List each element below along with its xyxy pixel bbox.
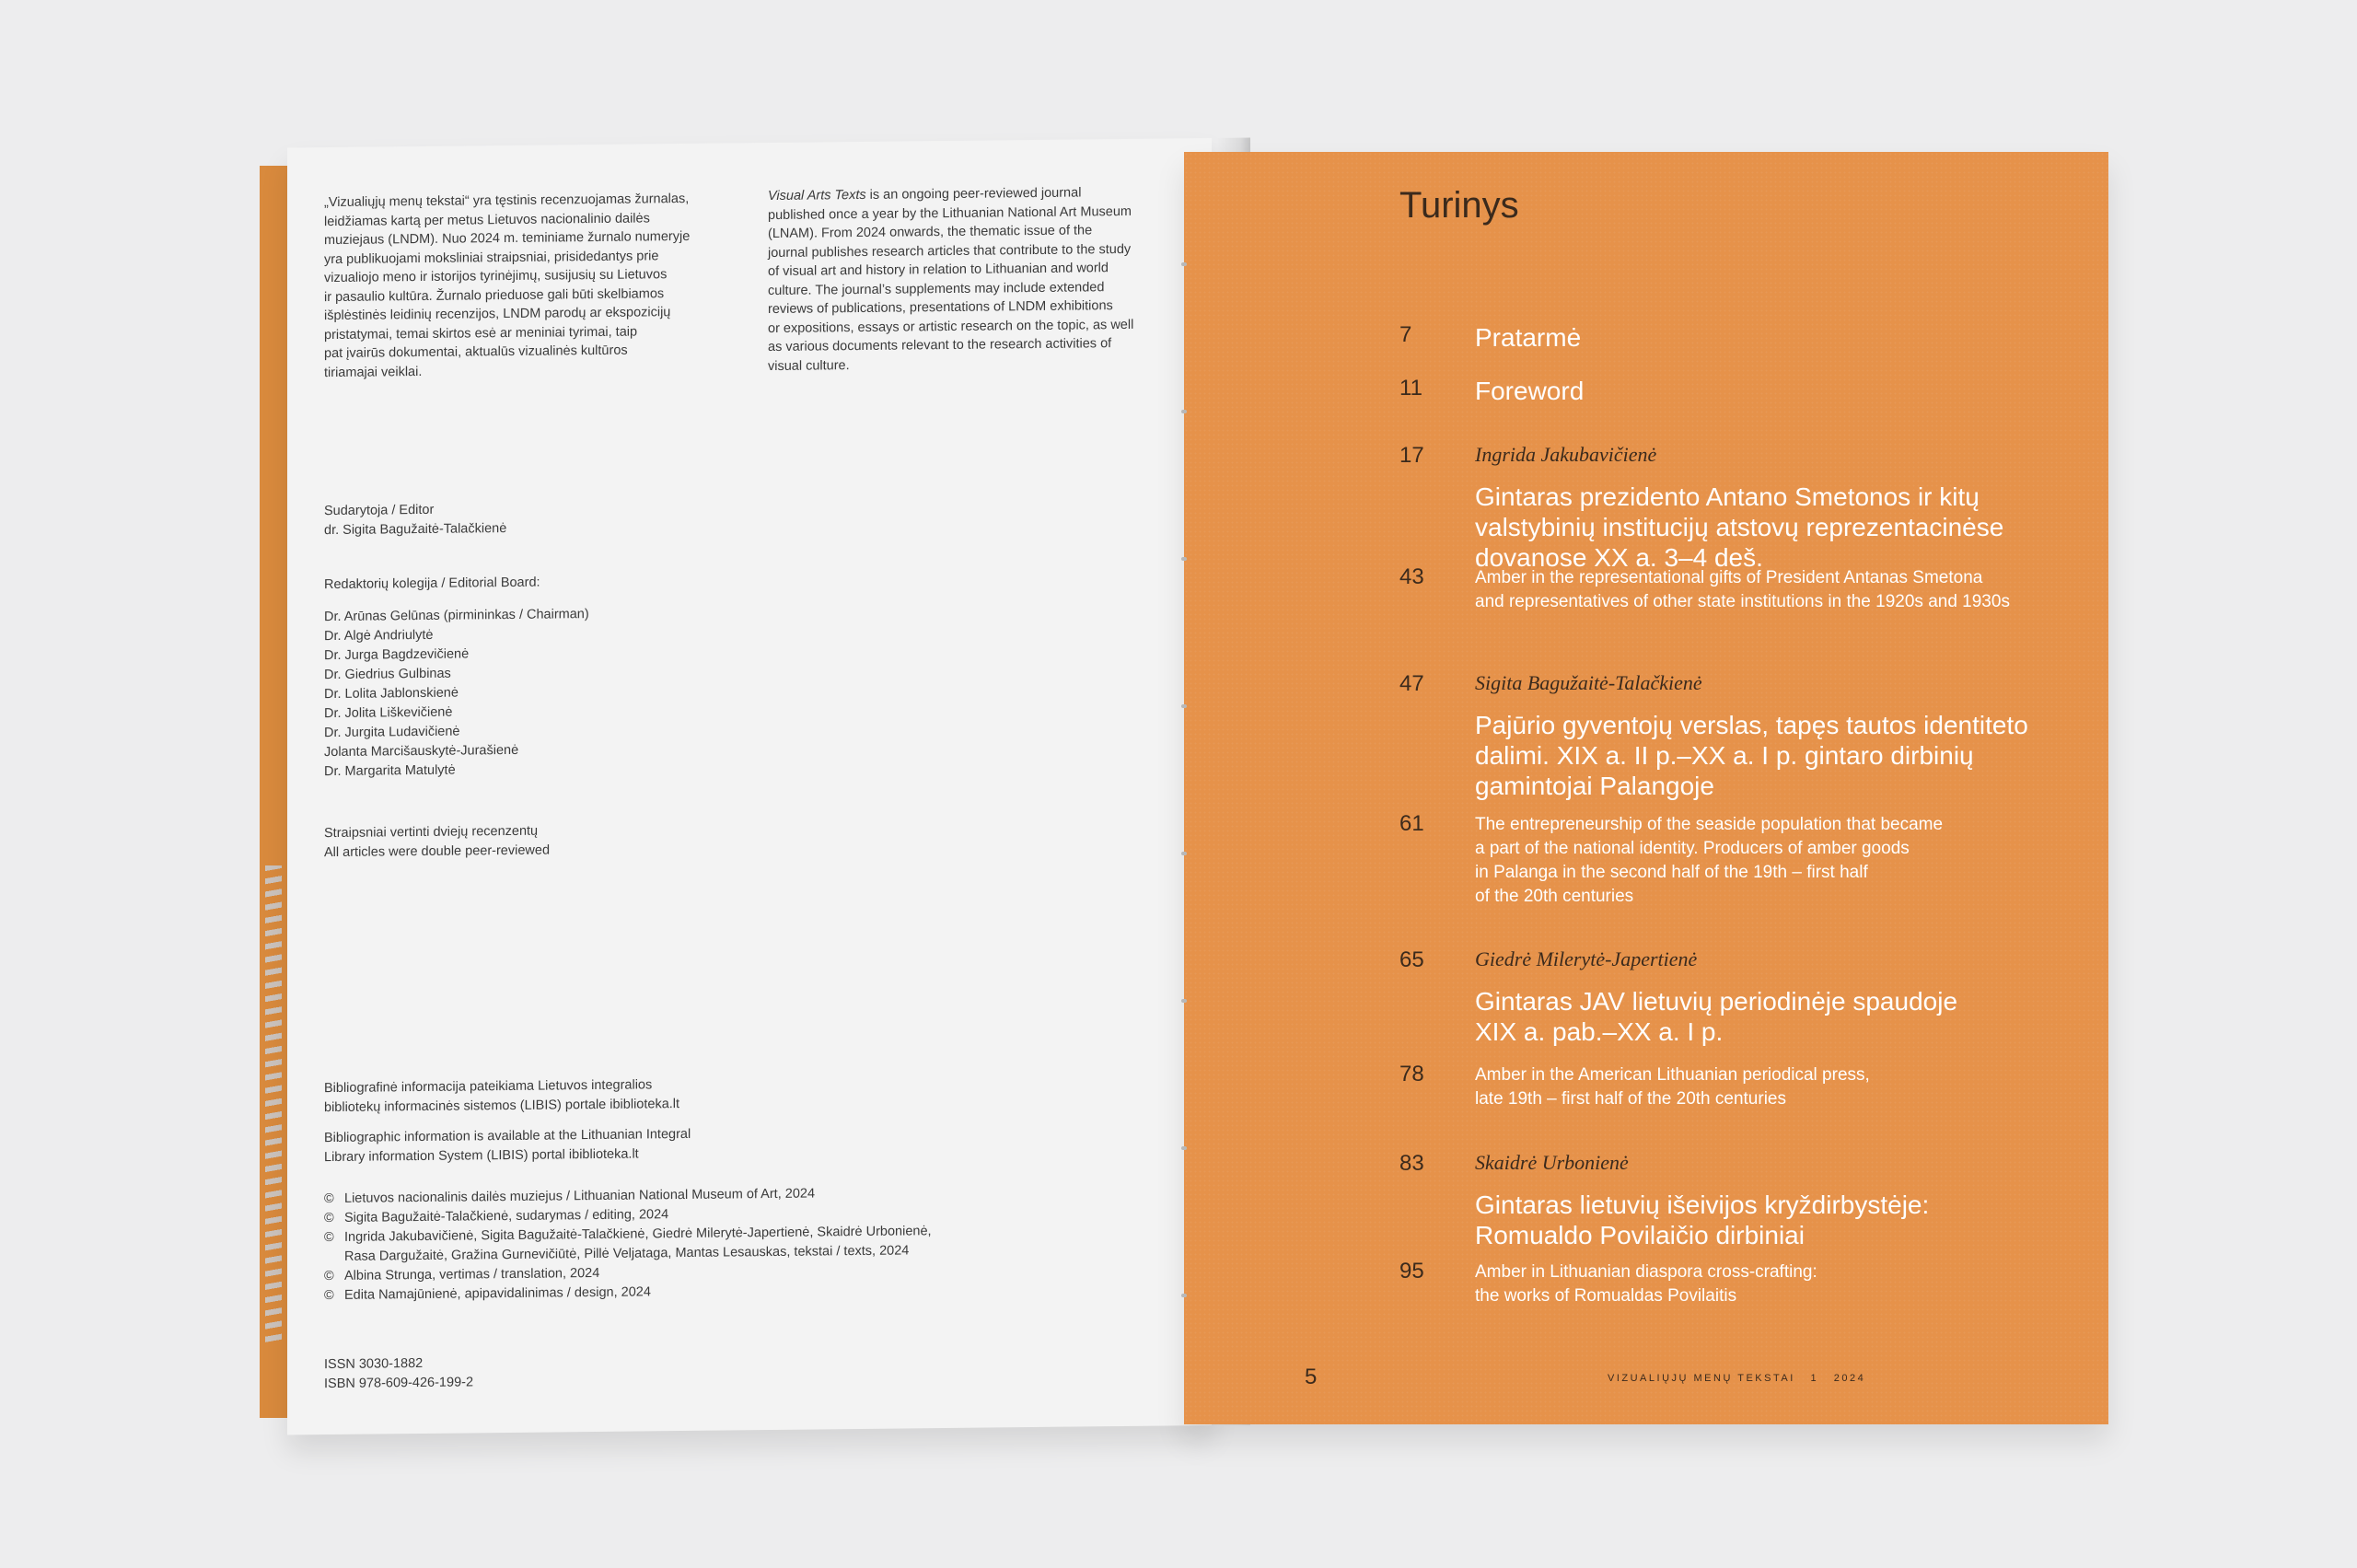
toc-page-number: 61 [1399, 811, 1424, 836]
toc-english-title: Amber in Lithuanian diaspora cross-crafting: the works of Romualdas Povilaitis [1475, 1262, 1817, 1306]
intro-line: journal publishes research articles that contribute to the study [768, 241, 1132, 261]
toc-author: Ingrida Jakubavičienė [1475, 443, 1657, 466]
toc-page-number: 11 [1399, 376, 1422, 401]
toc-page-number: 95 [1399, 1259, 1424, 1283]
editor-block [324, 498, 656, 540]
right-page-contents [1184, 152, 2108, 1424]
copyright-symbol: © [324, 1229, 334, 1246]
intro-line: pristatymai, temai skirtos esė ar meniniai tyrimai, taip [324, 324, 638, 343]
intro-line: yra publikuojami moksliniai straipsniai, prisidedantys prie [324, 248, 659, 267]
journal-title-en: Visual Arts Texts [768, 187, 866, 204]
copyright-symbol [324, 1248, 344, 1267]
isbn: ISBN 978-609-426-199-2 [324, 1375, 474, 1392]
toc-article-title: Gintaras lietuvių išeivijos kryždirbystėje: Romualdo Povilaičio dirbiniai [1475, 1191, 1930, 1249]
copyright-symbol: © [324, 1268, 334, 1284]
intro-line: as various documents relevant to the research activities of [768, 336, 1112, 355]
board-member: Dr. Jurga Bagdzevičienė [324, 646, 470, 664]
lithuanian-intro [324, 190, 702, 382]
intro-line: leidžiamas kartą per metus Lietuvos nacionalinio dailės [324, 210, 650, 229]
intro-line: pat įvairūs dokumentai, aktualūs vizualinės kultūros [324, 343, 628, 362]
peer-review-note: Straipsniai vertinti dviejų recenzentų All articles were double peer-reviewed [324, 823, 551, 861]
running-head: VIZUALIŲJŲ MENŲ TEKSTAI 1 2024 [1608, 1373, 1866, 1384]
biblio-line: Library information System (LIBIS) portal ibiblioteka.lt [324, 1146, 639, 1166]
orange-edge-strip [260, 166, 287, 1418]
toc-page-number: 78 [1399, 1062, 1424, 1086]
board-member: Dr. Jolita Liškevičienė [324, 704, 453, 722]
intro-line: tiriamajai veiklai. [324, 364, 423, 380]
toc-title: Foreword [1475, 377, 1585, 405]
toc-article-title: Pajūrio gyventojų verslas, tapęs tautos identiteto dalimi. XIX a. II p.–XX a. I p. gintaro dirbinių gamintojai Palangoje [1475, 711, 2028, 800]
intro-line: of visual art and history in relation to Lithuanian and world [768, 261, 1109, 280]
copyright-line: © Edita Namajūnienė, apipavidalinimas / design, 2024 [324, 1280, 969, 1306]
copyright-line: © Albina Strunga, vertimas / translation, 2024 [324, 1260, 969, 1286]
board-label: Redaktorių kolegija / Editorial Board: [324, 575, 540, 593]
toc-title: Pratarmė [1475, 323, 1582, 352]
copyright-symbol: © [324, 1210, 334, 1226]
issn: ISSN 3030-1882 [324, 1355, 424, 1373]
left-page [287, 138, 1212, 1435]
biblio-line: Bibliographic information is available at the Lithuanian Integral [324, 1126, 691, 1146]
issn-block [324, 1352, 656, 1394]
board-member: Dr. Algė Andriulytė [324, 627, 434, 645]
toc-author: Giedrė Milerytė-Japertienė [1475, 947, 1698, 970]
toc-english-title: The entrepreneurship of the seaside population that became a part of the national identity. Producers of amber goods in Palanga in the second half of the 19th – first half of the 20th centuries [1475, 815, 1944, 906]
intro-line: muziejaus (LNDM). Nuo 2024 m. teminiame žurnalo numeryje [324, 228, 691, 249]
intro-line: ir pasaulio kultūra. Žurnalo prieduose gali būti skelbiamos [324, 285, 665, 305]
toc-page-number: 47 [1399, 671, 1424, 696]
board-member: Dr. Arūnas Gelūnas (pirmininkas / Chairman) [324, 607, 589, 625]
biblio-line: bibliotekų informacinės sistemos (LIBIS) portale ibiblioteka.lt [324, 1097, 680, 1116]
intro-line: visual culture. [768, 357, 850, 374]
copyright-line: © Sigita Bagužaitė-Talačkienė, sudarymas / editing, 2024 [324, 1202, 969, 1228]
bibliographic-info [324, 1074, 748, 1167]
board-member: Dr. Lolita Jablonskienė [324, 685, 459, 703]
copyright-list [324, 1183, 969, 1306]
toc-article-title: Gintaras JAV lietuvių periodinėje spaudoje XIX a. pab.–XX a. I p. [1475, 987, 1958, 1046]
page-number: 5 [1305, 1365, 1318, 1389]
toc-article-title: Gintaras prezidento Antano Smetonos ir kitų valstybinių institucijų atstovų reprezentacinėse dovanose XX a. 3–4 deš. [1475, 482, 2004, 572]
board-member: Dr. Giedrius Gulbinas [324, 666, 451, 683]
toc-author: Skaidrė Urbonienė [1475, 1151, 1629, 1174]
intro-line: vizualiojo meno ir istorijos tyrinėjimų, susijusių su Lietuvos [324, 267, 668, 286]
copyright-symbol: © [324, 1287, 334, 1304]
toc-page-number: 43 [1399, 564, 1424, 589]
toc-page-number: 7 [1399, 322, 1412, 347]
toc-author: Sigita Bagužaitė-Talačkienė [1475, 671, 1702, 694]
editor-name: dr. Sigita Bagužaitė-Talačkienė [324, 521, 507, 539]
editorial-board [324, 572, 692, 782]
intro-line: or expositions, essays or artistic research on the topic, as well [768, 317, 1134, 336]
copyright-line: Rasa Dargužaitė, Gražina Gurnevičiūtė, Pillė Veljataga, Mantas Lesauskas, tekstai / texts, 2024 [324, 1241, 969, 1267]
toc-page-number: 17 [1399, 443, 1424, 468]
toc-page-number: 83 [1399, 1151, 1424, 1176]
intro-line: reviews of publications, presentations of LNDM exhibitions [768, 298, 1113, 318]
editor-label: Sudarytoja / Editor [324, 502, 435, 519]
copyright-line: © Ingrida Jakubavičienė, Sigita Bagužaitė-Talačkienė, Giedrė Milerytė-Japertienė, Skaidrė Urbonienė, [324, 1222, 969, 1248]
biblio-line: Bibliografinė informacija pateikiama Lietuvos integralios [324, 1077, 653, 1097]
toc-english-title: Amber in the representational gifts of President Antanas Smetona and representatives of other state institutions in the 1920s and 1930s [1475, 568, 2010, 611]
board-member: Dr. Margarita Matulytė [324, 762, 456, 780]
english-intro: Visual Arts Texts is an ongoing peer-reviewed journal published once a year by the Lithuanian National Art Museum (LNAM). From 2024 onwards, the thematic issue of the journal publishes research articles that contribute to the study of visual art and history in relation to Lithuanian and world culture. The journal’s supplements may include extended reviews of publications, presentations of LNDM exhibitions or expositions, essays or artistic research on the topic, as well as various documents relevant to the research activities of visual culture. [768, 183, 1166, 377]
intro-line: culture. The journal’s supplements may include extended [768, 279, 1105, 298]
board-member: Jolanta Marcišauskytė-Jurašienė [324, 742, 519, 761]
toc-page-number: 65 [1399, 947, 1424, 972]
board-member: Dr. Jurgita Ludavičienė [324, 724, 460, 741]
contents-title: Turinys [1399, 185, 1519, 226]
copyright-symbol: © [324, 1191, 334, 1207]
copyright-line: © Lietuvos nacionalinis dailės muziejus / Lithuanian National Museum of Art, 2024 [324, 1183, 969, 1209]
intro-line: published once a year by the Lithuanian National Art Museum [768, 203, 1132, 223]
intro-line: išplėstinės leidinių recenzijos, LNDM parodų ar ekspozicijų [324, 305, 671, 324]
intro-line: (LNAM). From 2024 onwards, the thematic issue of the [768, 223, 1093, 242]
toc-english-title: Amber in the American Lithuanian periodical press, late 19th – first half of the 20th centuries [1475, 1065, 1870, 1109]
open-journal [249, 138, 2108, 1427]
intro-line: „Vizualiųjų menų tekstai“ yra tęstinis recenzuojamas žurnalas, [324, 191, 690, 211]
